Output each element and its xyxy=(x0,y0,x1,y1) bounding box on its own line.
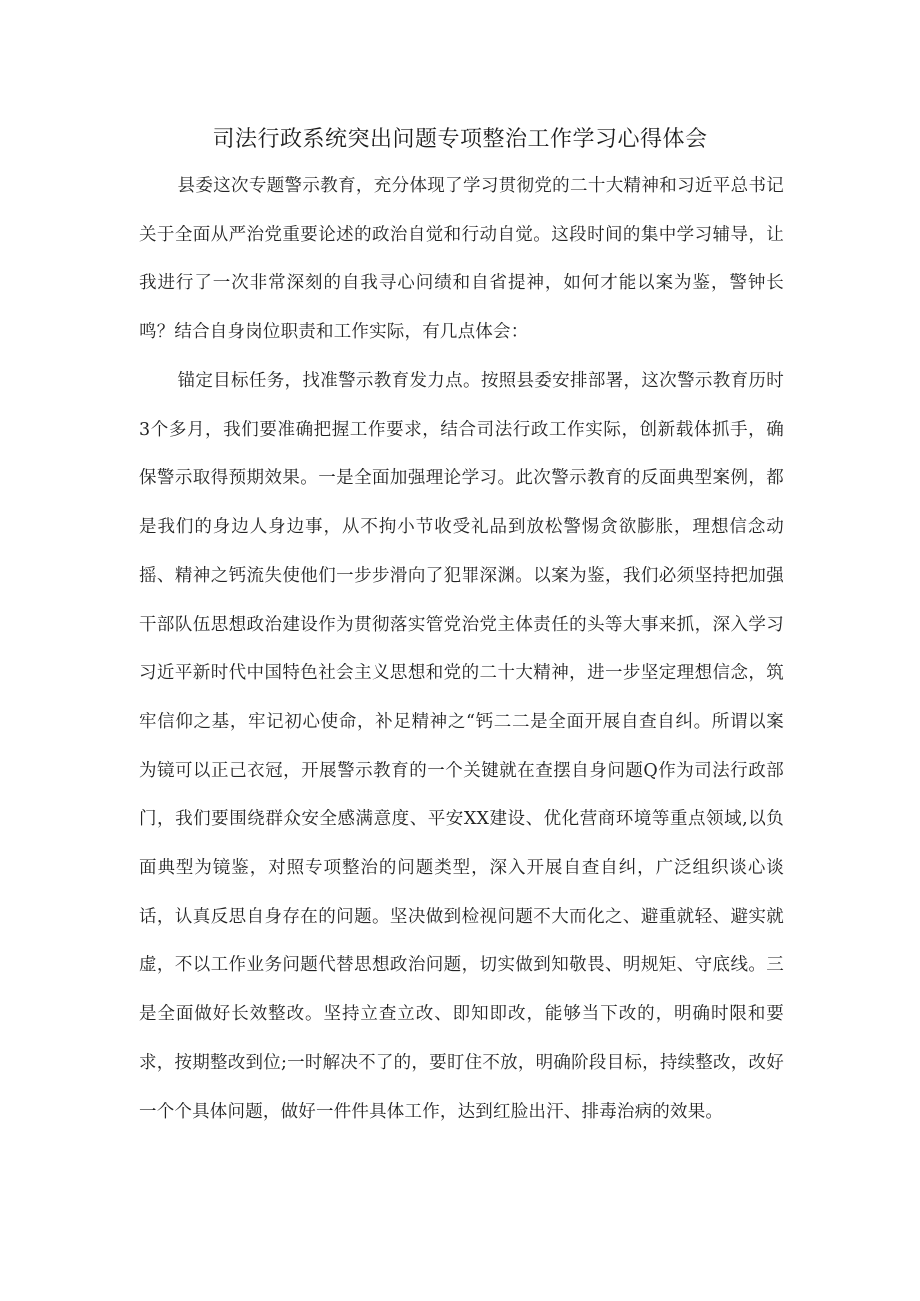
paragraph-intro: 县委这次专题警示教育，充分体现了学习贯彻党的二十大精神和习近平总书记关于全面从严治党重要论述的政治自觉和行动自觉。这段时间的集中学习辅导，让我进行了一次非常深刻的自我寻心问绩和自省提神，如何才能以案为鉴，警钟长鸣？结合自身岗位职责和工作实际，有几点体会： xyxy=(139,176,784,343)
paragraph-main: 锚定目标任务，找准警示教育发力点。按照县委安排部署，这次警示教育历时3个多月，我们要准确把握工作要求，结合司法行政工作实际，创新载体抓手，确保警示取得预期效果。一是全面加强理论学习。此次警示教育的反面典型案例，都是我们的身边人身边事，从不拘小节收受礼品到放松警惕贪欲膨胀，理想信念动摇、精神之钙流失使他们一步步滑向了犯罪深渊。以案为鉴，我们必须坚持把加强干部队伍思想政治建设作为贯彻落实管党治党主体责任的头等大事来抓，深入学习习近平新时代中国特色社会主义思想和党的二十大精神，进一步坚定理想信念，筑牢信仰之基，牢记初心使命，补足精神之“钙二二是全面开展自查自纠。所谓以案为镜可以正己衣冠，开展警示教育的一个关键就在查摆自身问题Q作为司法行政部门，我们要围绕群众安全感满意度、平安XX建设、优化营商环境等重点领域,以负面典型为镜鉴，对照专项整治的问题类型，深入开展自查自纠，广泛组织谈心谈话，认真反思自身存在的问题。坚决做到检视问题不大而化之、避重就轻、避实就虚，不以工作业务问题代替思想政治问题，切实做到知敬畏、明规矩、守底线。三是全面做好长效整改。坚持立查立改、即知即改，能够当下改的，明确时限和要求，按期整改到位;一时解决不了的，要盯住不放，明确阶段目标，持续整改，改好一个个具体问题，做好一件件具体工作，达到红脸出汗、排毒治病的效果。 xyxy=(139,371,784,1122)
document-title: 司法行政系统突出问题专项整治工作学习心得体会 xyxy=(212,127,708,152)
